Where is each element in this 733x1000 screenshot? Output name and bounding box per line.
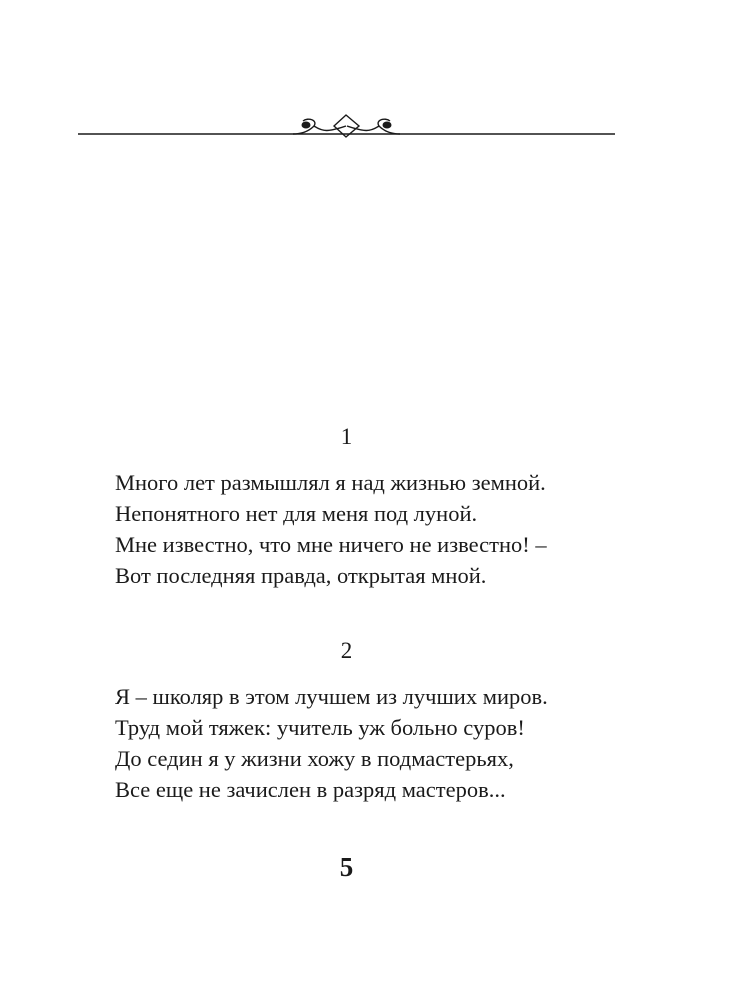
poem-number: 2 [340,638,353,663]
poem-line: До седин я у жизни хожу в подмастерьях, [115,746,514,771]
poem-line: Много лет размышлял я над жизнью земной. [115,470,546,495]
poem-number: 1 [340,424,353,449]
poem-line: Вот последняя правда, открытая мной. [115,563,487,588]
poem-line: Я – школяр в этом лучшем из лучших миров. [115,684,548,709]
poem-line: Труд мой тяжек: учитель уж больно суров! [115,715,525,740]
header-ornament-divider [78,112,615,148]
page-number: 5 [339,852,354,882]
poem-line: Непонятного нет для меня под луной. [115,501,478,526]
poem-line: Мне известно, что мне ничего не известно! – [115,532,547,557]
poem-stanza [115,681,548,805]
poem-line: Все еще не зачислен в разряд мастеров... [115,777,506,802]
poem-stanza [115,467,547,591]
